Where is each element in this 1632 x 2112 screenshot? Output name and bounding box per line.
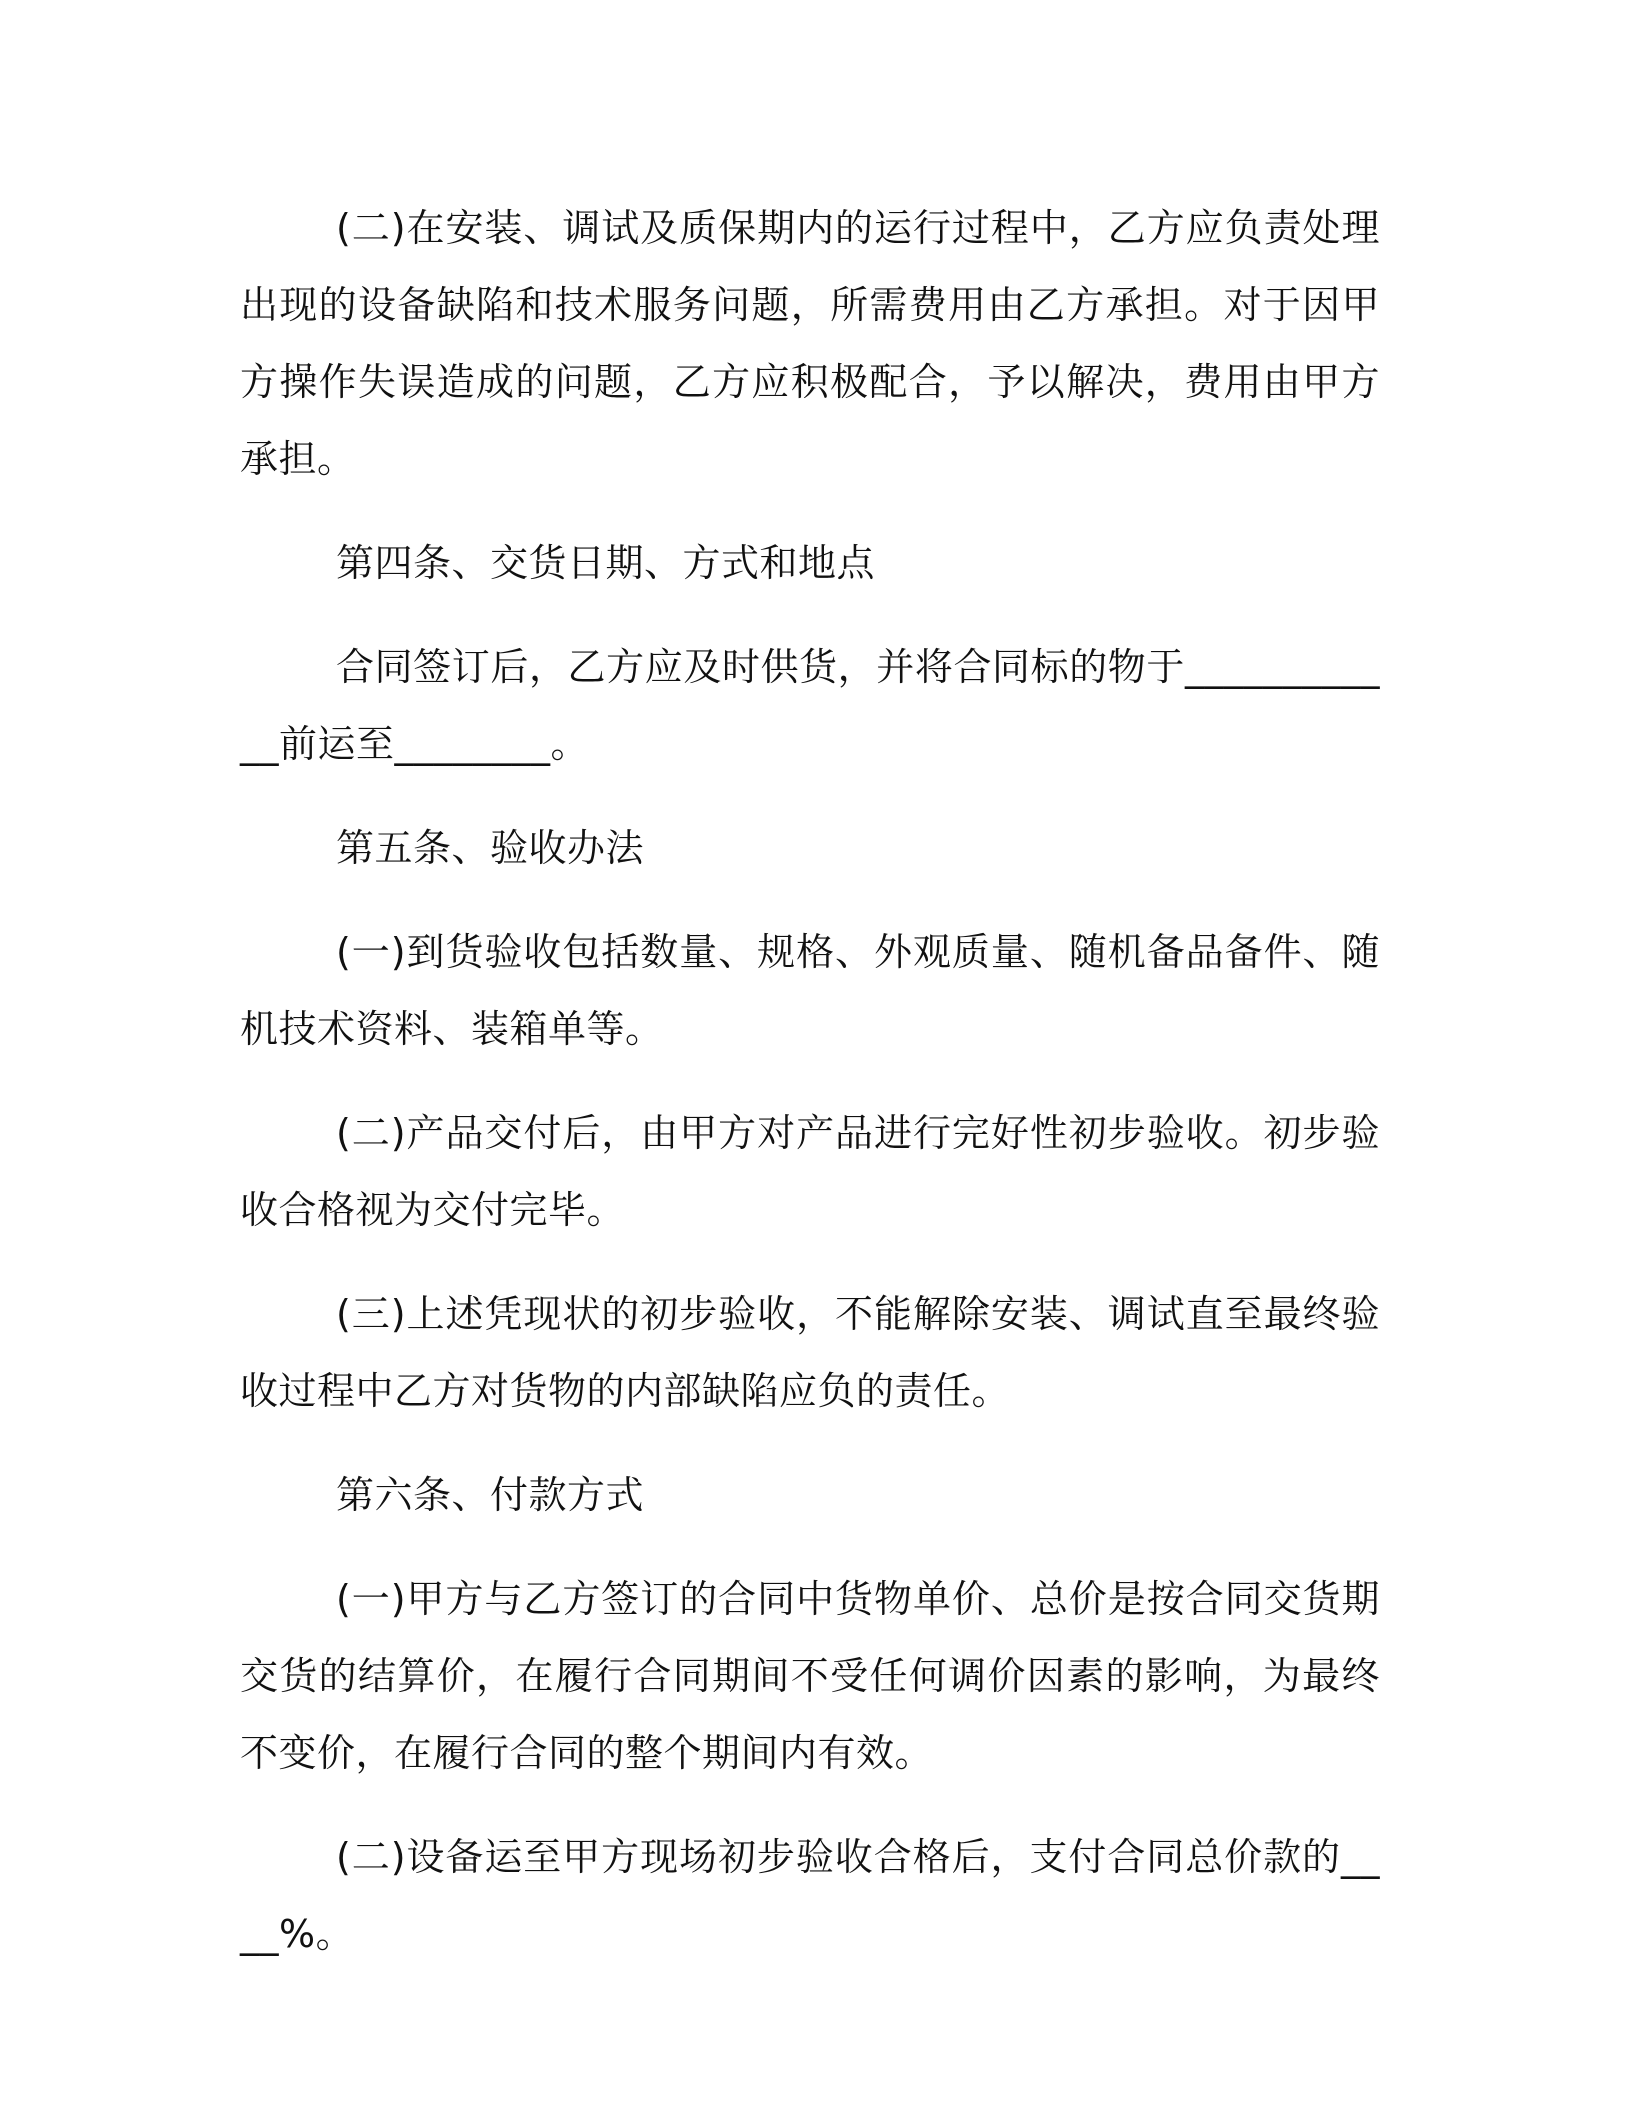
paragraph-acceptance-1: (一)到货验收包括数量、规格、外观质量、随机备品备件、随机技术资料、装箱单等。 (240, 930, 1380, 1051)
paragraph-payment-1: (一)甲方与乙方签订的合同中货物单价、总价是按合同交货期交货的结算价，在履行合同期间不受任何调价因素的影响，为最终不变价，在履行合同的整个期间内有效。 (240, 1577, 1380, 1775)
paragraph-payment-2: (二)设备运至甲方现场初步验收合格后，支付合同总价款的____%。 (240, 1835, 1380, 1956)
paragraph-warranty-service: (二)在安装、调试及质保期内的运行过程中，乙方应负责处理出现的设备缺陷和技术服务问题，所需费用由乙方承担。对于因甲方操作失误造成的问题，乙方应积极配合，予以解决，费用由甲方承担。 (240, 206, 1380, 481)
article-5-heading: 第五条、验收办法 (336, 826, 645, 870)
document-body (240, 190, 1380, 1973)
paragraph-acceptance-3: (三)上述凭现状的初步验收，不能解除安装、调试直至最终验收过程中乙方对货物的内部缺陷应负的责任。 (240, 1292, 1380, 1413)
paragraph-acceptance-2: (二)产品交付后，由甲方对产品进行完好性初步验收。初步验收合格视为交付完毕。 (240, 1111, 1380, 1232)
paragraph-delivery: 合同签订后，乙方应及时供货，并将合同标的物于____________前运至________。 (240, 645, 1380, 766)
article-4-heading: 第四条、交货日期、方式和地点 (336, 541, 876, 585)
article-6-heading: 第六条、付款方式 (336, 1473, 645, 1517)
